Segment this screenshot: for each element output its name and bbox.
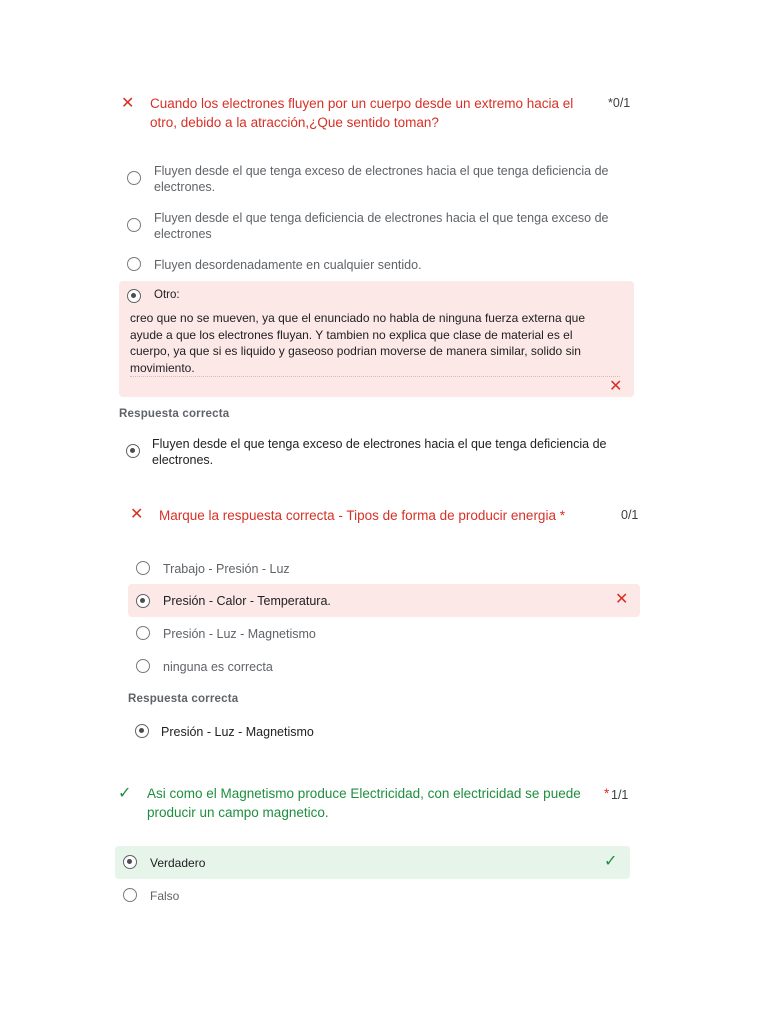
option-label: ninguna es correcta bbox=[163, 660, 273, 674]
option-label: Fluyen desde el que tenga deficiencia de electrones hacia el que tenga exceso de electrones bbox=[154, 211, 609, 241]
radio-button[interactable] bbox=[127, 171, 141, 185]
radio-button[interactable] bbox=[136, 659, 150, 673]
question-title: Marque la respuesta correcta - Tipos de forma de producir energia * bbox=[159, 508, 565, 523]
check-icon: ✓ bbox=[604, 853, 618, 870]
question-points: *0/1 bbox=[608, 96, 631, 110]
option-label: Presión - Calor - Temperatura. bbox=[163, 594, 331, 608]
question-points: 0/1 bbox=[621, 508, 639, 522]
correct-answer-label: Respuesta correcta bbox=[128, 693, 239, 705]
option-selected-correct[interactable] bbox=[115, 846, 630, 879]
radio-button[interactable] bbox=[136, 561, 150, 575]
correct-answer-label: Respuesta correcta bbox=[119, 408, 230, 420]
other-answer-underline bbox=[130, 376, 620, 377]
option-label: Trabajo - Presión - Luz bbox=[163, 562, 290, 576]
radio-button-selected[interactable] bbox=[123, 855, 137, 869]
required-asterisk: * bbox=[604, 786, 610, 801]
radio-button[interactable] bbox=[136, 626, 150, 640]
radio-button-selected bbox=[135, 724, 149, 738]
radio-button-selected[interactable] bbox=[127, 289, 141, 303]
other-option-selected[interactable] bbox=[119, 281, 634, 397]
correct-answer-text: Presión - Luz - Magnetismo bbox=[161, 725, 314, 739]
radio-button[interactable] bbox=[127, 218, 141, 232]
option-label: Fluyen desordenadamente en cualquier sentido. bbox=[154, 258, 422, 272]
check-icon: ✓ bbox=[118, 785, 132, 802]
option-selected-wrong[interactable] bbox=[128, 584, 640, 617]
option-label: Verdadero bbox=[150, 856, 206, 870]
radio-button-selected bbox=[126, 444, 140, 458]
option-label: Fluyen desde el que tenga exceso de electrones hacia el que tenga deficiencia de electrones. bbox=[154, 164, 609, 194]
option-label: Falso bbox=[150, 889, 180, 903]
other-label: Otro: bbox=[154, 289, 180, 301]
radio-button[interactable] bbox=[127, 257, 141, 271]
question-title: Asi como el Magnetismo produce Electricidad, con electricidad se puede producir un campo magnetico. bbox=[147, 786, 581, 820]
radio-button-selected[interactable] bbox=[136, 594, 150, 608]
radio-button[interactable] bbox=[123, 888, 137, 902]
question-points: 1/1 bbox=[611, 788, 629, 802]
question-title: Cuando los electrones fluyen por un cuerpo desde un extremo hacia el otro, debido a la atracción,¿Que sentido toman? bbox=[150, 96, 574, 130]
close-icon: ✕ bbox=[130, 506, 144, 523]
other-answer-text[interactable]: creo que no se mueven, ya que el enunciado no habla de ninguna fuerza externa que ayude a que los electrones fluyan. Y tambien no explica que clase de material es el cuerpo, ya que si es liquido y gaseoso podrian moverse de manera similar, solido sin movimiento. bbox=[130, 311, 586, 375]
close-icon: ✕ bbox=[609, 378, 623, 395]
option-label: Presión - Luz - Magnetismo bbox=[163, 627, 316, 641]
correct-answer-text: Fluyen desde el que tenga exceso de electrones hacia el que tenga deficiencia de electrones. bbox=[152, 437, 607, 467]
close-icon: ✕ bbox=[121, 95, 135, 112]
close-icon: ✕ bbox=[615, 591, 629, 608]
